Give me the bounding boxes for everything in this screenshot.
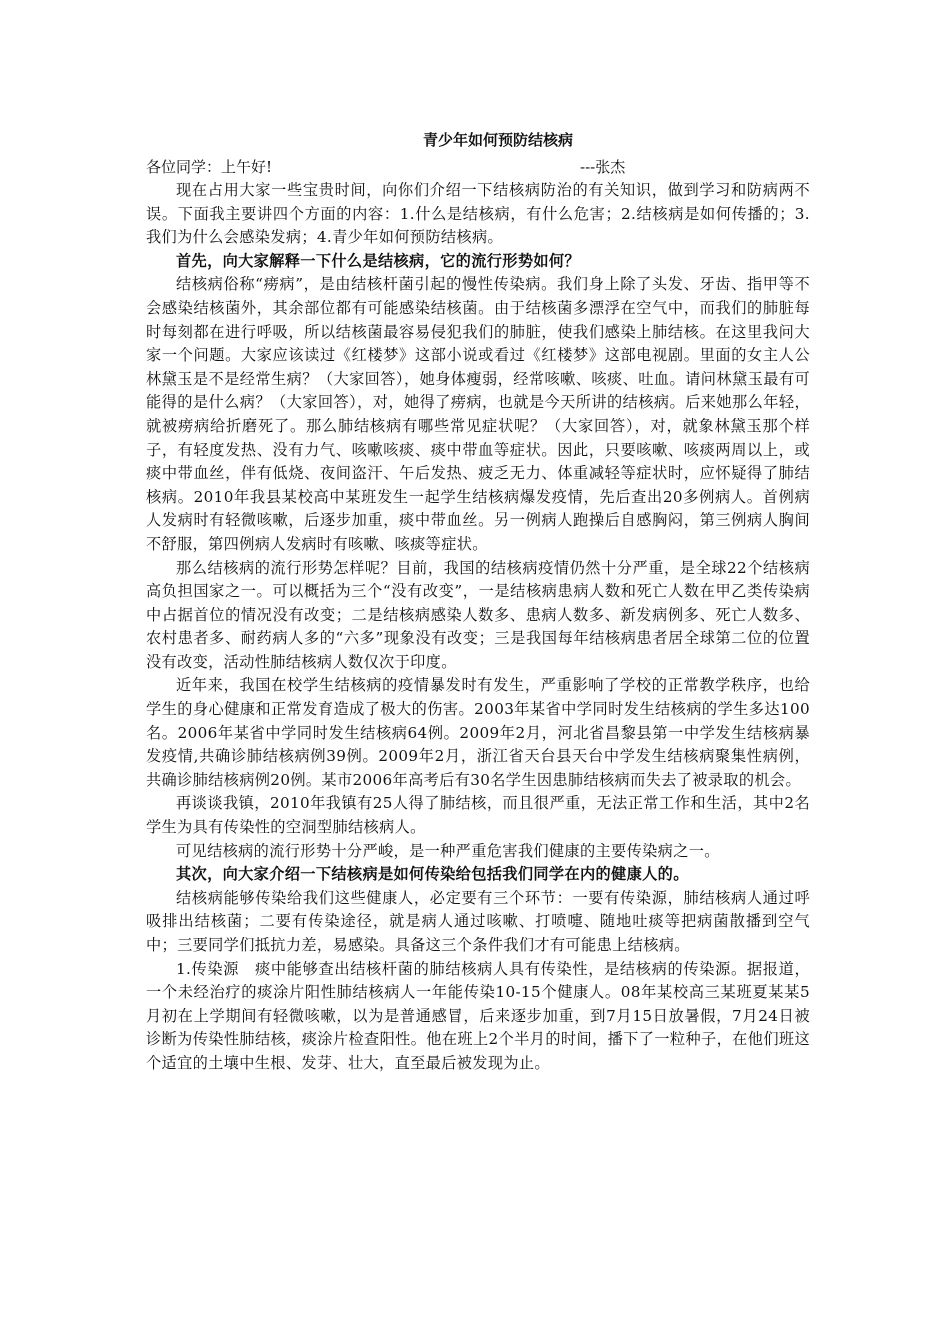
greeting-row: [146, 156, 810, 179]
author: ---张杰: [580, 158, 626, 176]
body-paragraph: 结核病俗称“痨病”，是由结核杆菌引起的慢性传染病。我们身上除了头发、牙齿、指甲等不会感染结核菌外，其余部位都有可能感染结核菌。由于结核菌多漂浮在空气中，而我们的肺脏每时每刻都在进行呼吸，所以结核菌最容易侵犯我们的肺脏，使我们感染上肺结核。在这里我问大家一个问题。大家应该读过《红楼梦》这部小说或看过《红楼梦》这部电视剧。里面的女主人公林黛玉是不是经常生病？（大家回答），她身体瘦弱，经常咳嗽、咳痰、吐血。请问林黛玉最有可能得的是什么病？（大家回答），对，她得了痨病，也就是今天所讲的结核病。后来她那么年轻，就被痨病给折磨死了。那么肺结核病有哪些常见症状呢？（大家回答），对，就象林黛玉那个样子，有轻度发热、没有力气、咳嗽咳痰、痰中带血等症状。因此，只要咳嗽、咳痰两周以上，或痰中带血丝，伴有低烧、夜间盗汗、午后发热、疲乏无力、体重减轻等症状时，应怀疑得了肺结核病。2010年我县某校高中某班发生一起学生结核病爆发疫情，先后查出20多例病人。首例病人发病时有轻微咳嗽，后逐步加重，痰中带血丝。另一例病人跑操后自感胸闷，第三例病人胸间不舒服，第四例病人发病时有咳嗽、咳痰等症状。: [146, 275, 810, 553]
section-heading: 其次，向大家介绍一下结核病是如何传染给包括我们同学在内的健康人的。: [176, 865, 689, 884]
body-paragraph: 再谈谈我镇，2010年我镇有25人得了肺结核，而且很严重，无法正常工作和生活，其中2名学生为具有传染性的空洞型肺结核病人。: [146, 794, 810, 837]
body-paragraph: 1.传染源 痰中能够查出结核杆菌的肺结核病人具有传染性，是结核病的传染源。据报道，一个未经治疗的痰涂片阳性肺结核病人一年能传染10-15个健康人。08年某校高三某班夏某某5月初在上学期间有轻微咳嗽，以为是普通感冒，后来逐步加重，到7月15日放暑假，7月24日被诊断为传染性肺结核，痰涂片检查阳性。他在班上2个半月的时间，播下了一粒种子，在他们班这个适宜的土壤中生根、发芽、壮大，直至最后被发现为止。: [146, 959, 810, 1072]
body-paragraph: 结核病能够传染给我们这些健康人，必定要有三个环节：一要有传染源，肺结核病人通过呼吸排出结核菌；二要有传染途径，就是病人通过咳嗽、打喷嚏、随地吐痰等把病菌散播到空气中；三要同学们抵抗力差，易感染。具备这三个条件我们才有可能患上结核病。: [146, 888, 810, 954]
document-title: 青少年如何预防结核病: [422, 131, 573, 149]
body-paragraph: 近年来，我国在校学生结核病的疫情暴发时有发生，严重影响了学校的正常教学秩序，也给学生的身心健康和正常发育造成了极大的伤害。2003年某省中学同时发生结核病的学生多达100名。2006年某省中学同时发生结核病64例。2009年2月，河北省昌黎县第一中学发生结核病暴发疫情,共确诊肺结核病例39例。2009年2月，浙江省天台县天台中学发生结核病聚集性病例，共确诊肺结核病例20例。某市2006年高考后有30名学生因患肺结核病而失去了被录取的机会。: [146, 676, 810, 789]
body-paragraph: 可见结核病的流行形势十分严峻，是一种严重危害我们健康的主要传染病之一。: [176, 841, 720, 860]
greeting: 各位同学：上午好!: [146, 158, 273, 176]
document-body: [146, 179, 810, 1076]
body-paragraph: 那么结核病的流行形势怎样呢？目前，我国的结核病疫情仍然十分严重，是全球22个结核病高负担国家之一。可以概括为三个“没有改变”，一是结核病患病人数和死亡人数在甲乙类传染病中占据首位的情况没有改变；二是结核病感染人数多、患病人数多、新发病例多、死亡人数多、农村患者多、耐药病人多的“六多”现象没有改变；三是我国每年结核病患者居全球第二位的位置没有改变，活动性肺结核病人数仅次于印度。: [146, 558, 810, 671]
body-paragraph: 现在占用大家一些宝贵时间，向你们介绍一下结核病防治的有关知识，做到学习和防病两不误。下面我主要讲四个方面的内容：1.什么是结核病，有什么危害；2.结核病是如何传播的；3.我们为什么会感染发病；4.青少年如何预防结核病。: [146, 181, 810, 247]
document-page: [146, 130, 810, 1076]
section-heading: 首先，向大家解释一下什么是结核病，它的流行形势如何？: [176, 251, 580, 270]
